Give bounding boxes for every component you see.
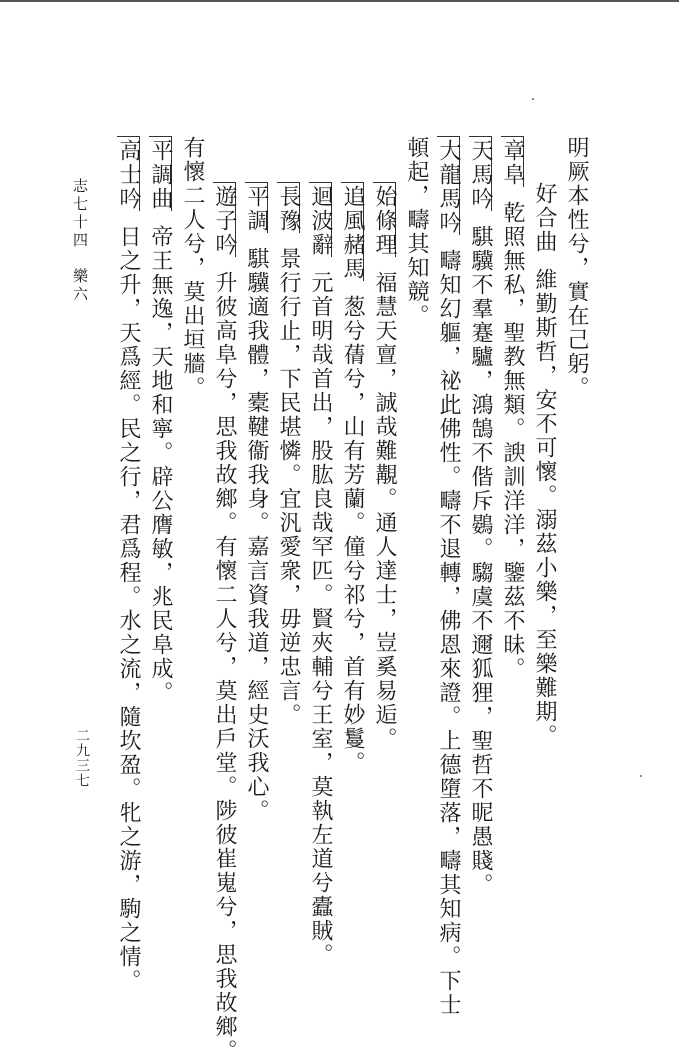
text-column-continuation xyxy=(405,136,427,328)
song-title: 章阜 xyxy=(501,136,524,187)
verse-text: 景行行止，下民堪憐。宜汎愛衆，毋逆忠言。 xyxy=(276,247,301,727)
text-column-song xyxy=(117,136,140,993)
song-title: 大龍馬吟 xyxy=(437,136,460,235)
text-column-song xyxy=(469,136,492,897)
verse-text: 福慧天亶，誠哉難覯。通人達士，豈奚易逅。 xyxy=(372,271,397,751)
song-title: 迴波辭 xyxy=(309,182,332,257)
text-column-song xyxy=(309,182,332,967)
song-title: 平調曲 xyxy=(149,136,172,211)
verse-text: 帝王無逸，天地和寧。辟公膺敏，兆民阜成。 xyxy=(148,225,173,705)
running-header xyxy=(70,178,91,304)
song-title: 好合曲 xyxy=(532,182,557,254)
section-label: 樂六 xyxy=(71,268,89,304)
song-title: 天馬吟 xyxy=(469,136,492,211)
verse-text: 元首明哉首出，股肱良哉罕匹。賢夾輔兮王室，莫執左道兮蠹賊。 xyxy=(308,271,333,967)
text-column-song xyxy=(373,182,396,751)
verse-text: 騏驥適我體，橐鞬衞我身。嘉言資我道，經史沃我心。 xyxy=(244,247,269,823)
text-column-song xyxy=(533,182,555,748)
text-column-song xyxy=(245,182,268,823)
verse-text: 有懷二人兮，莫出垣牆。 xyxy=(180,136,205,400)
song-title: 平調 xyxy=(245,182,268,233)
text-column-continuation xyxy=(565,136,587,400)
verse-text: 騏驥不羣蹇驢，鴻鵠不偕斥鷃。騶虞不邇狐狸，聖哲不昵愚賤。 xyxy=(468,225,493,897)
song-title: 長豫 xyxy=(277,182,300,233)
verse-text: 維勤斯哲，安不可懷。溺茲小樂，至樂難期。 xyxy=(532,268,557,748)
text-column-continuation xyxy=(181,136,203,400)
text-column-song xyxy=(213,182,236,1063)
verse-text: 頓起，疇其知競。 xyxy=(404,136,429,328)
page-number xyxy=(72,728,92,788)
chapter-label: 志七十四 xyxy=(71,178,89,250)
scan-speck xyxy=(640,775,642,777)
verse-text: 葱兮蒨兮，山有芳蘭。僮兮祁兮，首有妙鬘。 xyxy=(340,295,365,775)
song-title: 高士吟 xyxy=(117,136,140,211)
text-column-song xyxy=(501,136,524,681)
verse-text: 明厥本性兮，實在己躬。 xyxy=(564,136,589,400)
verse-text: 日之升，天爲經。民之行，君爲程。水之流，隨坎盈。牝之游，駒之情。 xyxy=(116,225,141,993)
verse-text: 疇知幻軀，祕此佛性。疇不退轉，佛恩來證。上德墮落，疇其知病。下士 xyxy=(436,249,461,1017)
text-column-song xyxy=(341,182,364,775)
text-column-song xyxy=(437,136,460,1017)
verse-text: 乾照無私，聖教無類。諛訓洋洋，鑒茲不昧。 xyxy=(500,201,525,681)
text-column-song xyxy=(277,182,300,727)
top-border xyxy=(0,0,679,2)
text-column-song xyxy=(149,136,172,705)
song-title: 遊子吟 xyxy=(213,182,236,257)
song-title: 追風赭馬 xyxy=(341,182,364,281)
scan-speck xyxy=(532,98,534,100)
song-title: 始條理 xyxy=(373,182,396,257)
folio-text: 二九三七 xyxy=(74,728,90,788)
verse-text: 升彼高阜兮，思我故鄉。有懷二人兮，莫出戶堂。陟彼崔嵬兮，思我故鄉。 xyxy=(212,271,237,1063)
